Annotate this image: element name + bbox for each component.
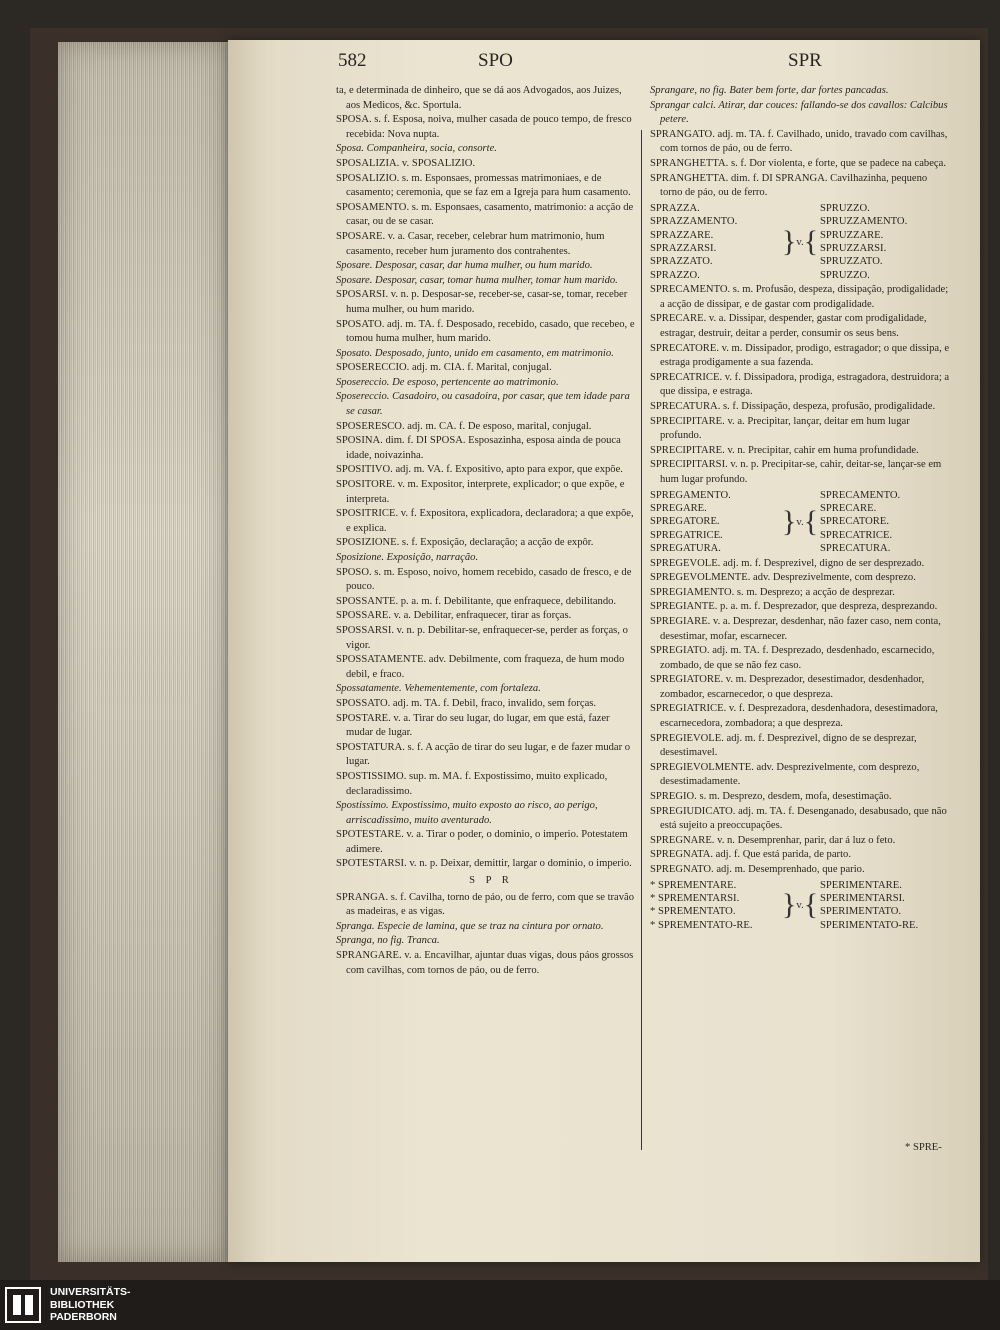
- right-column: [650, 84, 950, 933]
- dictionary-entry: SPREGIATRICE. v. f. Desprezadora, desdenhadora, desestimadora, escarnecedora, zombadora; a que despreza.: [650, 703, 938, 730]
- dictionary-entry: SPOSITIVO. adj. m. VA. f. Expositivo, apto para expor, que expõe.: [336, 464, 623, 476]
- group-target: SPERIMENTATO-RE.: [820, 919, 919, 931]
- dictionary-entry: SPOSIZIONE. s. f. Exposição, declaração; a acção de expôr.: [336, 537, 594, 549]
- dictionary-entry: SPOSAMENTO. s. m. Esponsaes, casamento, matrimonio: a acção de casar, ou de se casar.: [336, 201, 634, 228]
- dictionary-entry: SPREGNATO. adj. m. Desemprenhado, que pario.: [650, 864, 865, 875]
- dictionary-entry: SPOSARE. v. a. Casar, receber, celebrar hum matrimonio, hum casamento, receber hum juramento dos contrahentes.: [336, 230, 605, 257]
- dictionary-entry: SPREGIATO. adj. m. TA. f. Desprezado, desdenhado, escarnecido, zombado, de que se não fez caso.: [650, 645, 935, 671]
- library-name-line2: BIBLIOTHEK: [50, 1298, 115, 1311]
- group-target: SPRUZZATO.: [820, 256, 883, 268]
- sub-entry: Sposare. Desposar, casar, tomar huma mulher, tomar hum marido.: [336, 274, 618, 286]
- group-target: SPRECATORE.: [820, 516, 889, 528]
- group-entry: * SPREMENTATO-RE.: [650, 919, 753, 931]
- brace-icon: } v. {: [781, 505, 819, 539]
- dictionary-entry: SPOSSARE. v. a. Debilitar, enfraquecer, tirar as forças.: [336, 610, 572, 622]
- dictionary-entry: SPOSALIZIA. v. SPOSALIZIO.: [336, 157, 476, 169]
- group-entry: SPRAZZATO.: [650, 256, 713, 268]
- dictionary-entry: SPREGEVOLE. adj. m. f. Desprezivel, digno de ser desprezado.: [650, 557, 925, 569]
- dictionary-entry: SPOSSARSI. v. n. p. Debilitar-se, enfraquecer-se, perder as forças, o vigor.: [336, 624, 628, 651]
- dictionary-entry: SPREGIARE. v. a. Desprezar, desdenhar, não fazer caso, nem conta, desestimar, mofar, escarnecer.: [650, 615, 941, 642]
- dictionary-entry: SPREGIO. s. m. Desprezo, desdem, mofa, desestimação.: [650, 791, 892, 803]
- dictionary-entry: SPREGEVOLMENTE. adv. Desprezivelmente, com desprezo.: [650, 572, 916, 584]
- group-entry: SPRAZZO.: [650, 269, 700, 281]
- dictionary-entry: SPOSALIZIO. s. m. Esponsaes, promessas matrimoniaes, e de casamento; ceremonia, que se faz em a Igreja para hum casamento.: [336, 172, 631, 199]
- sub-entry: Sposato. Desposado, junto, unido em casamento, em matrimonio.: [336, 347, 614, 359]
- group-entry: SPREGATURA.: [650, 543, 721, 555]
- dictionary-entry: ta, e determinada de dinheiro, que se dá aos Advogados, aos Juizes, aos Medicos, &c. Sportula.: [336, 85, 622, 111]
- group-entry: * SPREMENTARSI.: [650, 893, 740, 904]
- dictionary-entry: SPREGIANTE. p. a. m. f. Desprezador, que despreza, desprezando.: [650, 601, 938, 613]
- group-target: SPRECATRICE.: [820, 529, 893, 541]
- dictionary-entry: SPRECIPITARE. v. n. Precipitar, cahir em huma profundidade.: [650, 444, 919, 456]
- library-name-line1: UNIVERSITÄTS-: [50, 1286, 131, 1298]
- sub-entry: Sposare. Desposar, casar, dar huma mulher, ou hum marido.: [336, 260, 593, 272]
- group-entry: SPREGARE.: [650, 502, 707, 514]
- left-column: [336, 84, 636, 978]
- page-number: 582: [338, 50, 367, 71]
- dictionary-entry: SPREGIEVOLE. adj. m. f. Desprezivel, digno de se desprezar, desestimavel.: [650, 732, 917, 759]
- sub-entry: Spossatamente. Vehementemente, com fortaleza.: [336, 683, 541, 695]
- dictionary-entry: SPRECARE. v. a. Dissipar, despender, gastar com prodigalidade, estragar, destruir, deitar a perder, consumir os seus bens.: [650, 313, 927, 339]
- dictionary-entry: SPRECIPITARE. v. a. Precipitar, lançar, deitar em hum lugar profundo.: [650, 415, 910, 442]
- group-target: SPRUZZARSI.: [820, 242, 887, 254]
- dictionary-entry: SPRECATRICE. v. f. Dissipadora, prodiga, estragadora, destruidora; a que dissipa, e estraga.: [650, 371, 950, 398]
- group-entry: SPREGAMENTO.: [650, 489, 731, 501]
- group-entry: SPRAZZARSI.: [650, 242, 717, 254]
- group-target: SPRUZZO.: [820, 202, 870, 214]
- sub-entry: Spranga. Especie de lamina, que se traz na cintura por ornato.: [336, 920, 604, 932]
- dictionary-entry: SPOSITRICE. v. f. Expositora, explicadora, declaradora; a que expõe, e explica.: [336, 508, 634, 534]
- dictionary-entry: SPRANGHETTA. s. f. Dor violenta, e forte, que se padece na cabeça.: [650, 157, 946, 169]
- group-target: SPRUZZO.: [820, 269, 870, 281]
- dictionary-entry: SPOSO. s. m. Esposo, noivo, homem recebido, casado de fresco, e de pouco.: [336, 566, 632, 593]
- brace-icon: } v. {: [781, 224, 819, 258]
- group-target: SPERIMENTATO.: [820, 906, 902, 918]
- dictionary-entry: SPREGIUDICATO. adj. m. TA. f. Desenganado, desabusado, que não está sujeito a preoccupações.: [650, 805, 947, 832]
- sub-entry: Sposereccio. De esposo, pertencente ao matrimonio.: [336, 376, 559, 388]
- dictionary-entry: SPOSSATAMENTE. adv. Debilmente, com fraqueza, de hum modo debil, e fraco.: [336, 654, 625, 680]
- page-edges: [58, 42, 228, 1262]
- sub-entry: Sprangare, no fig. Bater bem forte, dar fortes pancadas.: [650, 85, 889, 96]
- group-entry: * SPREMENTARE.: [650, 879, 737, 891]
- group-target: SPRECARE.: [820, 502, 877, 514]
- dictionary-entry: SPREGIAMENTO. s. m. Desprezo; a acção de desprezar.: [650, 586, 895, 598]
- sub-entry: Sposizione. Exposição, narração.: [336, 552, 479, 563]
- group-entry: SPRAZZA.: [650, 202, 700, 214]
- dictionary-entry: SPREGNARE. v. n. Desemprenhar, parir, dar á luz o feto.: [650, 834, 896, 846]
- cross-reference-group: [650, 879, 950, 933]
- brace-icon: } v. {: [781, 888, 819, 922]
- left-guide-word: SPO: [478, 50, 513, 71]
- dictionary-entry: SPOSERESCO. adj. m. CA. f. De esposo, marital, conjugal.: [336, 420, 592, 432]
- dictionary-entry: SPRECIPITARSI. v. n. p. Precipitar-se, cahir, deitar-se, lançar-se em hum lugar profundo.: [650, 459, 942, 485]
- group-entry: SPRAZZARE.: [650, 229, 714, 241]
- library-name-line3: PADERBORN: [50, 1311, 117, 1323]
- group-entry: SPRAZZAMENTO.: [650, 216, 738, 228]
- sub-entry: Spranga, no fig. Tranca.: [336, 935, 440, 947]
- dictionary-entry: SPOSATO. adj. m. TA. f. Desposado, recebido, casado, que recebeo, e tomou huma mulher, hum marido.: [336, 318, 635, 345]
- library-mark-icon: [4, 1286, 42, 1324]
- catchword: * SPRE-: [905, 1142, 942, 1153]
- right-guide-word: SPR: [788, 50, 822, 71]
- dictionary-entry: SPOSINA. dim. f. DI SPOSA. Esposazinha, esposa ainda de pouca idade, noivazinha.: [336, 435, 621, 461]
- dictionary-entry: SPOSSATO. adj. m. TA. f. Debil, fraco, invalido, sem forças.: [336, 697, 597, 709]
- dictionary-entry: SPOSARSI. v. n. p. Desposar-se, receber-se, casar-se, tomar, receber huma mulher, ou hum marido.: [336, 289, 628, 315]
- group-target: SPRUZZARE.: [820, 229, 884, 241]
- group-entry: SPREGATORE.: [650, 516, 720, 528]
- sub-entry: Sposereccio. Casadoiro, ou casadoira, por casar, que tem idade para se casar.: [336, 391, 630, 418]
- dictionary-entry: SPREGIATORE. v. m. Desprezador, desestimador, desdenhador, zombador, escarnecedor, o que despreza.: [650, 674, 925, 700]
- cross-reference-group: [650, 202, 950, 282]
- group-target: SPERIMENTARSI.: [820, 893, 905, 904]
- dictionary-entry: SPRANGATO. adj. m. TA. f. Cavilhado, unido, travado com cavilhas, com tornos de páo, ou de ferro.: [650, 128, 948, 155]
- dictionary-entry: SPREGNATA. adj. f. Que está parida, de parto.: [650, 849, 851, 861]
- sub-entry: Sposa. Companheira, socia, consorte.: [336, 143, 497, 155]
- dictionary-entry: SPRECAMENTO. s. m. Profusão, despeza, dissipação, prodigalidade; a acção de dissipar, e de gastar com prodigalidade.: [650, 284, 949, 310]
- sub-entry: Spostissimo. Expostissimo, muito exposto ao risco, ao perigo, arriscadissimo, muito aventurado.: [336, 800, 598, 826]
- dictionary-entry: SPOSA. s. f. Esposa, noiva, mulher casada de pouco tempo, de fresco recebida: Nova nupta.: [336, 114, 632, 140]
- dictionary-entry: SPOSERECCIO. adj. m. CIA. f. Marital, conjugal.: [336, 362, 552, 374]
- dictionary-entry: SPOSTISSIMO. sup. m. MA. f. Expostissimo, muito explicado, declaradissimo.: [336, 770, 608, 797]
- dictionary-entry: SPRANGHETTA. dim. f. DI SPRANGA. Cavilhazinha, pequeno torno de páo, ou de ferro.: [650, 172, 928, 199]
- sub-entry: Sprangar calci. Atirar, dar couces: fallando-se dos cavallos: Calcibus petere.: [650, 99, 948, 126]
- group-entry: SPREGATRICE.: [650, 529, 723, 541]
- group-target: SPRUZZAMENTO.: [820, 216, 908, 228]
- column-rule: [641, 130, 642, 1150]
- group-entry: * SPREMENTATO.: [650, 906, 736, 918]
- dictionary-entry: SPOTESTARE. v. a. Tirar o poder, o dominio, o imperio. Potestatem adimere.: [336, 829, 628, 855]
- dictionary-entry: SPREGIEVOLMENTE. adv. Desprezivelmente, com desprezo, desestimadamente.: [650, 761, 920, 788]
- dictionary-entry: SPOSSANTE. p. a. m. f. Debilitante, que enfraquece, debilitando.: [336, 595, 617, 607]
- cross-reference-group: [650, 489, 950, 556]
- dictionary-entry: SPOTESTARSI. v. n. p. Deixar, demittir, largar o dominio, o imperio.: [336, 858, 632, 870]
- dictionary-entry: SPOSTARE. v. a. Tirar do seu lugar, do lugar, em que está, fazer mudar de lugar.: [336, 712, 610, 739]
- group-target: SPERIMENTARE.: [820, 879, 902, 891]
- dictionary-entry: SPOSITORE. v. m. Expositor, interprete, explicador; o que expõe, e interpreta.: [336, 479, 625, 505]
- dictionary-entry: SPRANGARE. v. a. Encavilhar, ajuntar duas vigas, dous páos grossos com cavilhas, com tornos de páo, ou de ferro.: [336, 950, 634, 976]
- group-target: SPRECAMENTO.: [820, 489, 901, 501]
- dictionary-entry: SPRECATURA. s. f. Dissipação, despeza, profusão, prodigalidade.: [650, 400, 936, 412]
- dictionary-entry: SPRANGA. s. f. Cavilha, torno de páo, ou de ferro, com que se travão as madeiras, e as vigas.: [336, 891, 635, 918]
- library-logo: [0, 1280, 1000, 1330]
- group-target: SPRECATURA.: [820, 543, 891, 555]
- section-heading: S P R: [469, 875, 513, 887]
- dictionary-entry: SPOSTATURA. s. f. A acção de tirar do seu lugar, e de fazer mudar o lugar.: [336, 741, 631, 768]
- dictionary-entry: SPRECATORE. v. m. Dissipador, prodigo, estragador; o que dissipa, e estraga prodigamente a sua fazenda.: [650, 342, 950, 369]
